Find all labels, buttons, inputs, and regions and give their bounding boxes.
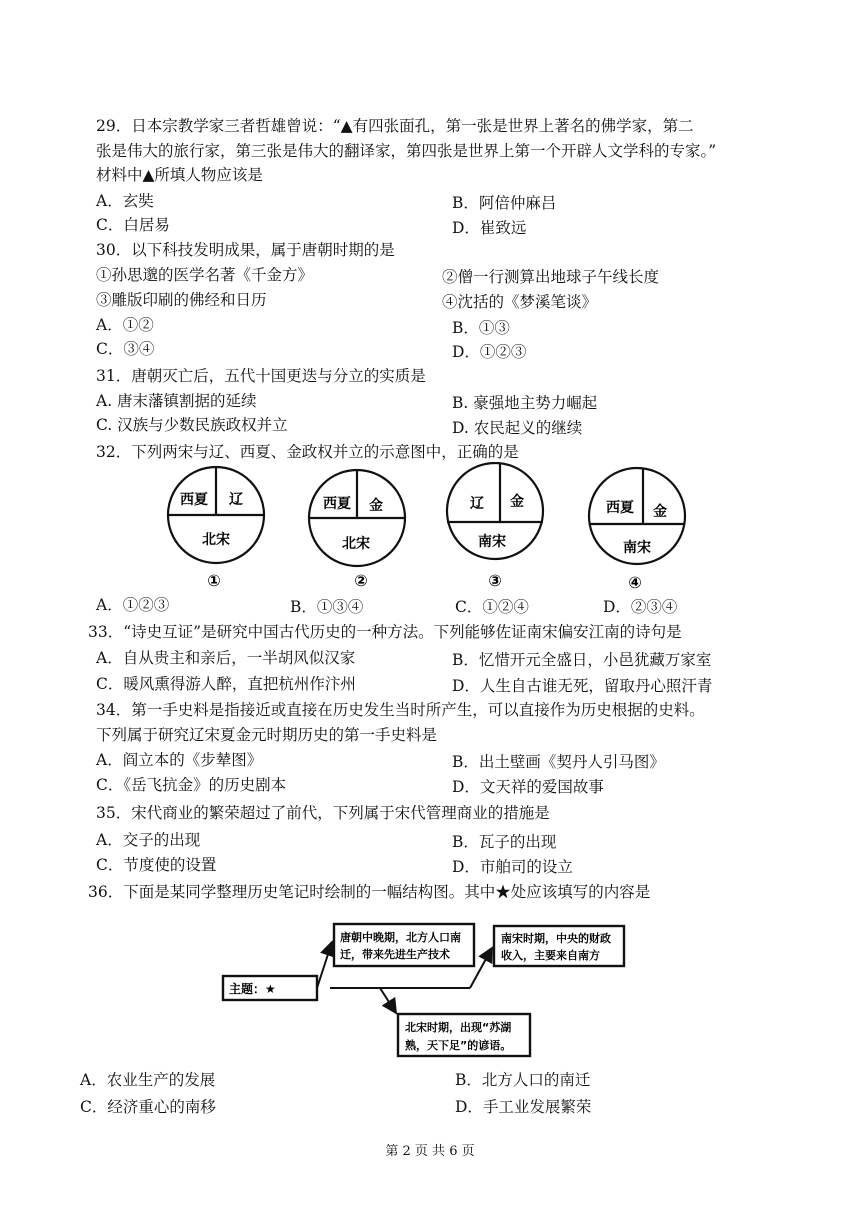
q32-option-b: B．①③④ bbox=[290, 598, 364, 616]
q30-item-4: ④沈括的《梦溪笔谈》 bbox=[442, 293, 598, 311]
q36-option-b: B．北方人口的南迁 bbox=[455, 1071, 591, 1089]
q36-box3-line1: 北宋时期，出现“苏湖 bbox=[405, 1021, 512, 1034]
q36-box2-line1: 南宋时期，中央的财政 bbox=[501, 932, 611, 945]
q32-d1-right: 辽 bbox=[229, 492, 243, 508]
q33-option-d: D．人生自古谁无死，留取丹心照汗青 bbox=[452, 677, 713, 695]
q32-d3-left: 辽 bbox=[470, 496, 484, 512]
q36-topic-label: 主题：★ bbox=[229, 982, 276, 996]
q29-option-d: D．崔致远 bbox=[452, 219, 527, 237]
q32-d4-left: 西夏 bbox=[606, 500, 634, 516]
q32-diagram-3 bbox=[447, 463, 543, 590]
q32-d2-number: ② bbox=[354, 571, 368, 590]
q35-option-d: D．市舶司的设立 bbox=[452, 858, 573, 876]
q36-box3-line2: 熟，天下足”的谚语。 bbox=[405, 1039, 512, 1052]
q35-option-b: B．瓦子的出现 bbox=[452, 833, 557, 851]
q32-d2-bottom: 北宋 bbox=[342, 536, 370, 552]
q32-d1-bottom: 北宋 bbox=[202, 532, 230, 548]
q32-d1-number: ① bbox=[207, 571, 221, 590]
q36-option-a: A．农业生产的发展 bbox=[80, 1071, 216, 1089]
q34-option-c: C．《岳飞抗金》的历史剧本 bbox=[96, 776, 287, 794]
q33-option-b: B．忆惜开元全盛日，小邑犹藏万家室 bbox=[452, 651, 712, 669]
q32-diagram-4 bbox=[589, 468, 685, 592]
q30-item-3: ③雕版印刷的佛经和日历 bbox=[96, 291, 267, 309]
q32-d3-bottom: 南宋 bbox=[478, 534, 506, 550]
q32-diagram-2 bbox=[309, 470, 405, 590]
q31-option-c: C. 汉族与少数民族政权并立 bbox=[96, 416, 288, 434]
q29-option-a: A．玄奘 bbox=[96, 192, 154, 210]
q35-option-a: A．交子的出现 bbox=[96, 831, 201, 849]
q36-stem: 36．下面是某同学整理历史笔记时绘制的一幅结构图。其中★处应该填写的内容是 bbox=[88, 883, 651, 901]
q32-d2-left: 西夏 bbox=[323, 496, 351, 512]
q36-box1-line1: 唐朝中晚期，北方人口南 bbox=[340, 931, 461, 944]
q32-option-a: A．①②③ bbox=[96, 596, 170, 614]
q29-option-c: C．白居易 bbox=[96, 216, 170, 234]
q35-stem: 35．宋代商业的繁荣超过了前代，下列属于宋代管理商业的措施是 bbox=[96, 804, 550, 822]
q30-stem: 30．以下科技发明成果，属于唐朝时期的是 bbox=[96, 241, 395, 259]
q32-d4-bottom: 南宋 bbox=[623, 540, 651, 556]
q30-option-c: C．③④ bbox=[96, 340, 155, 358]
page-footer: 第 2 页 共 6 页 bbox=[385, 1144, 475, 1159]
q35-option-c: C．节度使的设置 bbox=[96, 856, 217, 874]
q34-stem-line2: 下列属于研究辽宋夏金元时期历史的第一手史料是 bbox=[96, 726, 438, 744]
q30-option-a: A．①② bbox=[96, 316, 154, 334]
q29-stem-line1: 29．日本宗教学家三者哲雄曾说：“▲有四张面孔，第一张是世界上著名的佛学家，第二 bbox=[96, 117, 694, 135]
q34-option-b: B．出土壁画《契丹人引马图》 bbox=[452, 753, 665, 771]
q29-option-b: B．阿倍仲麻吕 bbox=[452, 194, 557, 212]
q30-item-1: ①孙思邈的医学名著《千金方》 bbox=[96, 266, 314, 284]
q31-option-b: B. 豪强地主势力崛起 bbox=[452, 394, 598, 412]
q29-stem-line2: 张是伟大的旅行家，第三张是伟大的翻译家，第四张是世界上第一个开辟人文学科的专家。” bbox=[96, 142, 717, 160]
q32-stem: 32．下列两宋与辽、西夏、金政权并立的示意图中，正确的是 bbox=[96, 443, 519, 461]
q32-d3-number: ③ bbox=[488, 571, 502, 590]
q32-d3-right: 金 bbox=[510, 494, 524, 510]
q34-stem-line1: 34．第一手史料是指接近或直接在历史发生当时所产生，可以直接作为历史根据的史料。 bbox=[96, 701, 705, 719]
q32-option-d: D．②③④ bbox=[603, 598, 678, 616]
q30-item-2: ②僧一行测算出地球子午线长度 bbox=[442, 268, 660, 286]
q36-box2-line2: 收入，主要来自南方 bbox=[501, 949, 600, 962]
q29-stem-line3: 材料中▲所填人物应该是 bbox=[96, 166, 263, 184]
q30-option-d: D．①②③ bbox=[452, 343, 527, 361]
q32-d4-right: 金 bbox=[653, 504, 667, 520]
q36-box1-line2: 迁，带来先进生产技术 bbox=[340, 948, 450, 961]
q32-d4-number: ④ bbox=[628, 573, 642, 592]
q32-d1-left: 西夏 bbox=[180, 492, 208, 508]
q31-option-a: A. 唐末藩镇割据的延续 bbox=[96, 392, 257, 410]
q32-option-c: C．①②④ bbox=[455, 598, 529, 616]
q32-diagrams bbox=[0, 462, 860, 594]
q31-stem: 31．唐朝灭亡后，五代十国更迭与分立的实质是 bbox=[96, 367, 426, 385]
q36-option-c: C．经济重心的南移 bbox=[80, 1098, 216, 1116]
q33-option-c: C．暖风熏得游人醉，直把杭州作汴州 bbox=[96, 675, 356, 693]
q36-structure-diagram bbox=[0, 918, 860, 1063]
q34-option-d: D．文天祥的爱国故事 bbox=[452, 778, 604, 796]
q30-option-b: B．①③ bbox=[452, 319, 510, 337]
q34-option-a: A．阎立本的《步辇图》 bbox=[96, 751, 263, 769]
q31-option-d: D. 农民起义的继续 bbox=[452, 419, 583, 437]
q32-d2-right: 金 bbox=[369, 498, 383, 514]
q36-option-d: D．手工业发展繁荣 bbox=[455, 1098, 592, 1116]
q33-stem: 33．“诗史互证”是研究中国古代历史的一种方法。下列能够佐证南宋偏安江南的诗句是 bbox=[88, 623, 682, 641]
q33-option-a: A．自从贵主和亲后，一半胡风似汉家 bbox=[96, 649, 356, 667]
q32-diagram-1 bbox=[168, 467, 264, 590]
